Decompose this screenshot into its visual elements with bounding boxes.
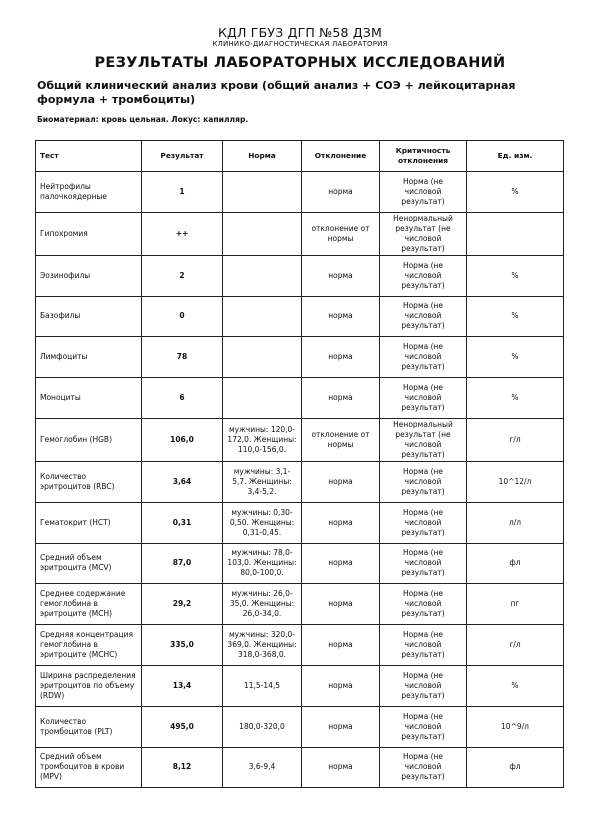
criticality-cell: Норма (не числовой результат) bbox=[380, 255, 467, 296]
column-header-test: Тест bbox=[36, 141, 142, 172]
table-row bbox=[36, 296, 564, 337]
criticality-cell: Норма (не числовой результат) bbox=[380, 584, 467, 625]
result-cell: 495,0 bbox=[142, 706, 223, 747]
test-name-cell: Моноциты bbox=[36, 378, 142, 419]
unit-cell: фл bbox=[467, 747, 564, 788]
criticality-cell: Норма (не числовой результат) bbox=[380, 706, 467, 747]
test-name-cell: Гематокрит (HCT) bbox=[36, 502, 142, 543]
test-name-cell: Нейтрофилы палочкоядерные bbox=[36, 172, 142, 213]
test-name-cell: Средний объем эритроцита (MCV) bbox=[36, 543, 142, 584]
test-name-cell: Эозинофилы bbox=[36, 255, 142, 296]
norm-cell: 11,5-14,5 bbox=[223, 665, 302, 706]
norm-cell bbox=[223, 296, 302, 337]
result-cell: 87,0 bbox=[142, 543, 223, 584]
table-row bbox=[36, 747, 564, 788]
result-cell: 335,0 bbox=[142, 625, 223, 666]
result-cell: 29,2 bbox=[142, 584, 223, 625]
unit-cell: % bbox=[467, 665, 564, 706]
test-name-cell: Количество эритроцитов (RBC) bbox=[36, 461, 142, 502]
deviation-cell: норма bbox=[302, 502, 380, 543]
deviation-cell: норма bbox=[302, 378, 380, 419]
norm-cell: мужчины: 0,30-0,50. Женщины: 0,31-0,45. bbox=[223, 502, 302, 543]
column-header-norm: Норма bbox=[223, 141, 302, 172]
table-row bbox=[36, 378, 564, 419]
norm-cell: мужчины: 26,0-35,0. Женщины: 26,0-34,0. bbox=[223, 584, 302, 625]
table-row bbox=[36, 584, 564, 625]
norm-cell bbox=[223, 212, 302, 255]
unit-cell: л/л bbox=[467, 502, 564, 543]
criticality-cell: Норма (не числовой результат) bbox=[380, 172, 467, 213]
table-row bbox=[36, 502, 564, 543]
table-row bbox=[36, 337, 564, 378]
unit-cell: % bbox=[467, 255, 564, 296]
column-header-unit: Ед. изм. bbox=[467, 141, 564, 172]
test-name-cell: Среднее содержание гемоглобина в эритроците (MCH) bbox=[36, 584, 142, 625]
result-cell: ++ bbox=[142, 212, 223, 255]
test-name-cell: Количество тромбоцитов (PLT) bbox=[36, 706, 142, 747]
results-table bbox=[35, 140, 564, 788]
deviation-cell: норма bbox=[302, 625, 380, 666]
unit-cell: % bbox=[467, 296, 564, 337]
criticality-cell: Норма (не числовой результат) bbox=[380, 625, 467, 666]
column-header-criticality: Критичность отклонения bbox=[380, 141, 467, 172]
criticality-cell: Норма (не числовой результат) bbox=[380, 461, 467, 502]
criticality-cell: Норма (не числовой результат) bbox=[380, 337, 467, 378]
criticality-cell: Норма (не числовой результат) bbox=[380, 543, 467, 584]
deviation-cell: норма bbox=[302, 706, 380, 747]
criticality-cell: Норма (не числовой результат) bbox=[380, 502, 467, 543]
criticality-cell: Ненормальный результат (не числовой результат) bbox=[380, 418, 467, 461]
deviation-cell: норма bbox=[302, 337, 380, 378]
unit-cell bbox=[467, 212, 564, 255]
page-title: РЕЗУЛЬТАТЫ ЛАБОРАТОРНЫХ ИССЛЕДОВАНИЙ bbox=[94, 55, 506, 71]
table-row bbox=[36, 543, 564, 584]
table-row bbox=[36, 255, 564, 296]
result-cell: 2 bbox=[142, 255, 223, 296]
biomaterial-info: Биоматериал: кровь цельная. Локус: капилляр. bbox=[37, 115, 249, 124]
criticality-cell: Норма (не числовой результат) bbox=[380, 378, 467, 419]
test-name-cell: Ширина распределения эритроцитов по объему (RDW) bbox=[36, 665, 142, 706]
deviation-cell: отклонение от нормы bbox=[302, 418, 380, 461]
test-name-cell: Гемоглобин (HGB) bbox=[36, 418, 142, 461]
result-cell: 78 bbox=[142, 337, 223, 378]
result-cell: 3,64 bbox=[142, 461, 223, 502]
norm-cell bbox=[223, 172, 302, 213]
deviation-cell: норма bbox=[302, 665, 380, 706]
deviation-cell: норма bbox=[302, 172, 380, 213]
unit-cell: % bbox=[467, 337, 564, 378]
test-name-cell: Средняя концентрация гемоглобина в эритроците (MCHC) bbox=[36, 625, 142, 666]
table-row bbox=[36, 706, 564, 747]
norm-cell bbox=[223, 255, 302, 296]
table-row bbox=[36, 665, 564, 706]
table-row bbox=[36, 172, 564, 213]
criticality-cell: Норма (не числовой результат) bbox=[380, 665, 467, 706]
norm-cell: мужчины: 78,0-103,0. Женщины: 80,0-100,0. bbox=[223, 543, 302, 584]
norm-cell: мужчины: 3,1-5,7. Женщины: 3,4-5,2. bbox=[223, 461, 302, 502]
unit-cell: 10^12/л bbox=[467, 461, 564, 502]
analysis-title: Общий клинический анализ крови (общий анализ + СОЭ + лейкоцитарная формула + тромбоциты) bbox=[37, 79, 516, 106]
table-row bbox=[36, 625, 564, 666]
column-header-deviation: Отклонение bbox=[302, 141, 380, 172]
result-cell: 106,0 bbox=[142, 418, 223, 461]
lab-subtitle: КЛИНИКО-ДИАГНОСТИЧЕСКАЯ ЛАБОРАТОРИЯ bbox=[212, 40, 388, 48]
norm-cell bbox=[223, 378, 302, 419]
table-row bbox=[36, 418, 564, 461]
deviation-cell: норма bbox=[302, 747, 380, 788]
norm-cell: 3,6-9,4 bbox=[223, 747, 302, 788]
result-cell: 8,12 bbox=[142, 747, 223, 788]
deviation-cell: норма bbox=[302, 296, 380, 337]
norm-cell: 180,0-320,0 bbox=[223, 706, 302, 747]
unit-cell: г/л bbox=[467, 625, 564, 666]
table-row bbox=[36, 461, 564, 502]
result-cell: 6 bbox=[142, 378, 223, 419]
lab-name: КДЛ ГБУЗ ДГП №58 ДЗМ bbox=[217, 25, 383, 40]
table-header-row bbox=[36, 141, 564, 172]
norm-cell: мужчины: 120,0-172,0. Женщины: 110,0-156,0. bbox=[223, 418, 302, 461]
test-name-cell: Гипохромия bbox=[36, 212, 142, 255]
column-header-result: Результат bbox=[142, 141, 223, 172]
deviation-cell: норма bbox=[302, 543, 380, 584]
criticality-cell: Ненормальный результат (не числовой результат) bbox=[380, 212, 467, 255]
unit-cell: % bbox=[467, 172, 564, 213]
unit-cell: пг bbox=[467, 584, 564, 625]
deviation-cell: норма bbox=[302, 255, 380, 296]
deviation-cell: норма bbox=[302, 584, 380, 625]
norm-cell bbox=[223, 337, 302, 378]
result-cell: 13,4 bbox=[142, 665, 223, 706]
unit-cell: % bbox=[467, 378, 564, 419]
test-name-cell: Лимфоциты bbox=[36, 337, 142, 378]
unit-cell: 10^9/л bbox=[467, 706, 564, 747]
criticality-cell: Норма (не числовой результат) bbox=[380, 296, 467, 337]
result-cell: 1 bbox=[142, 172, 223, 213]
norm-cell: мужчины: 320,0-369,0. Женщины: 318,0-368,0. bbox=[223, 625, 302, 666]
table-row bbox=[36, 212, 564, 255]
unit-cell: фл bbox=[467, 543, 564, 584]
deviation-cell: отклонение от нормы bbox=[302, 212, 380, 255]
unit-cell: г/л bbox=[467, 418, 564, 461]
result-cell: 0 bbox=[142, 296, 223, 337]
result-cell: 0,31 bbox=[142, 502, 223, 543]
criticality-cell: Норма (не числовой результат) bbox=[380, 747, 467, 788]
results-table-body bbox=[36, 172, 564, 788]
test-name-cell: Средний объем тромбоцитов в крови (MPV) bbox=[36, 747, 142, 788]
deviation-cell: норма bbox=[302, 461, 380, 502]
test-name-cell: Базофилы bbox=[36, 296, 142, 337]
